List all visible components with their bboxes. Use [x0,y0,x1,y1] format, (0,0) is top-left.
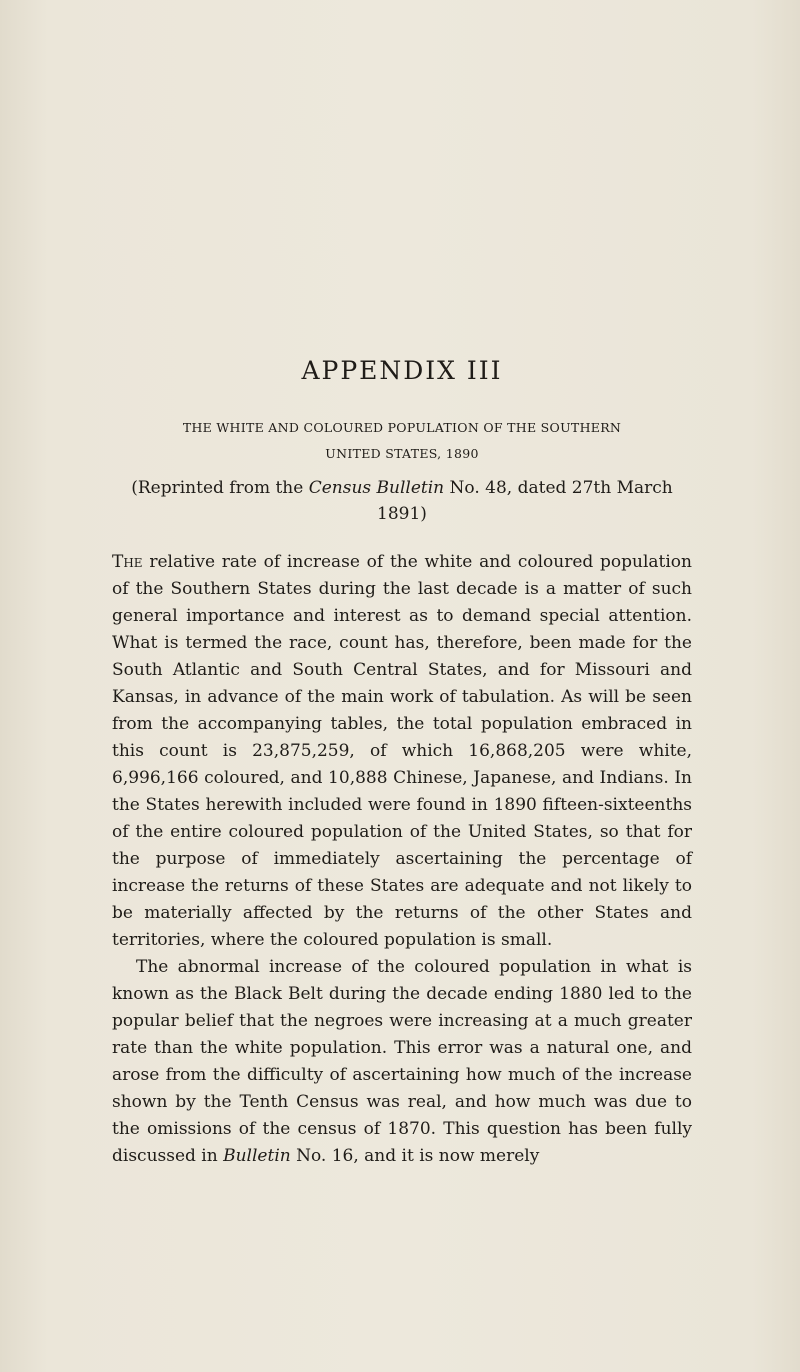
subtitle-line-2: UNITED STATES, 1890 [325,446,479,461]
reprint-suffix: No. 48, dated 27th March 1891) [377,478,673,524]
paragraph-1-text: relative rate of increase of the white and coloured population of the Southern States during the last decade is a matter of such general importance and interest as to demand special attention. What is termed the race, count has, therefore, been made for the South Atlantic and South Central States, and for Missouri and Kansas, in advance of the main work of tabulation. As will be seen from the accompanying tables, the total population embraced in this count is 23,875,259, of which 16,868,205 were white, 6,996,166 coloured, and 10,888 Chinese, Japanese, and Indians. In the States herewith included were found in 1890 fifteen-sixteenths of the entire coloured population of the United States, so that for the purpose of immediately ascertaining the percentage of increase the returns of these States are adequate and not likely to be materially affected by the returns of the other States and territories, where the coloured population is small. [112,552,692,950]
paragraph-2-text-b: No. 16, and it is now merely [290,1146,540,1166]
body-paragraph-2 [112,954,692,1170]
appendix-subtitle [112,415,692,467]
appendix-title: APPENDIX III [301,356,503,385]
paragraph-2-bulletin: Bulletin [223,1146,291,1166]
paragraph-2-text-a: The abnormal increase of the coloured population in what is known as the Black Belt during the decade ending 1880 led to the popular belief that the negroes were increasing at a much greater rate than the white population. This error was a natural one, and arose from the difficulty of ascertaining how much of the increase shown by the Tenth Census was real, and how much was due to the omissions of the census of 1870. This question has been fully discussed in [112,957,692,1166]
subtitle-line-1: THE WHITE AND COLOURED POPULATION OF THE SOUTHERN [182,420,622,435]
reprint-source: Census Bulletin [308,478,445,498]
body-paragraph-1 [112,549,692,954]
paragraph-lead-word: The [112,552,143,572]
page-content [112,356,692,1170]
reprint-note [112,475,692,527]
reprint-prefix: (Reprinted from the [131,478,309,498]
